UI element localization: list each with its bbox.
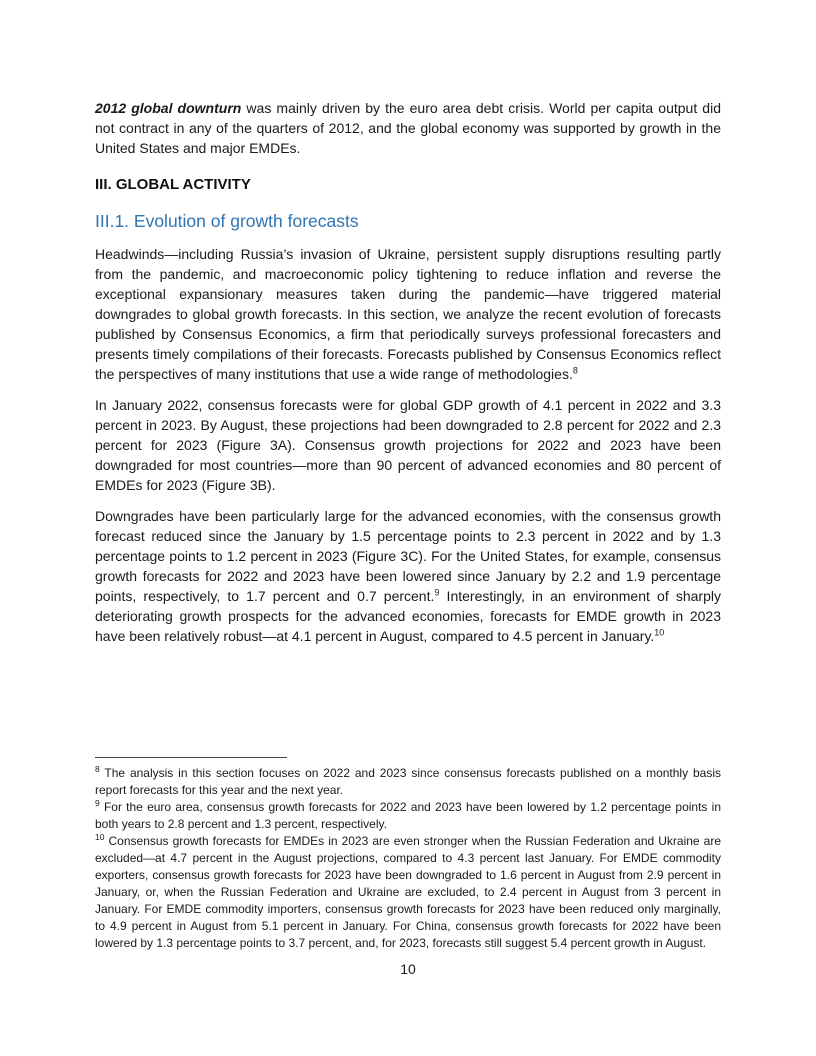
- footnote-reference: 8: [572, 365, 578, 376]
- footnote: [95, 765, 721, 799]
- section-heading: III. GLOBAL ACTIVITY: [95, 176, 251, 193]
- paragraph-text: Downgrades have been particularly large for the advanced economies, with the consensus growth forecast reduced since the January by 1.5 percentage points to 2.3 percent in 2022 and by 1.3 percentage points to 1.2 percent in 2023 (Figure 3C). For the United States, for example, consensus growth forecasts for 2022 and 2023 have been lowered since January by 2.2 and 1.9 percentage points, respectively, to 1.7 percent and 0.7 percent.: [95, 508, 721, 604]
- footnote-marker: 9: [95, 798, 100, 808]
- footnote-text: The analysis in this section focuses on 2022 and 2023 since consensus forecasts published on a monthly basis report forecasts for this year and the next year.: [95, 766, 721, 797]
- subsection-heading: III.1. Evolution of growth forecasts: [95, 211, 359, 231]
- paragraph-lead-phrase: 2012 global downturn: [95, 100, 242, 116]
- body-paragraphs: [95, 244, 721, 646]
- footnote: [95, 799, 721, 833]
- intro-paragraph: [95, 98, 721, 158]
- paragraph-text: was mainly driven by the euro area debt crisis. World per capita output did not contract in any of the quarters of 2012, and the global economy was supported by growth in the United States and major EMDEs.: [95, 100, 721, 156]
- footnote-reference: 9: [434, 587, 440, 598]
- footnote-marker: 8: [95, 764, 100, 774]
- footnote-marker: 10: [95, 832, 105, 842]
- paragraph-text: Interestingly, in an environment of sharply deteriorating growth prospects for the advanced economies, forecasts for EMDE growth in 2023 have been relatively robust—at 4.1 percent in August, compared to 4.5 percent in January.: [95, 588, 721, 644]
- footnote-text: Consensus growth forecasts for EMDEs in 2023 are even stronger when the Russian Federation and Ukraine are excluded—at 4.7 percent in the August projections, compared to 4.3 percent last January. For EMDE commodity exporters, consensus growth forecasts for 2023 have been downgraded to 1.6 percent in August from 2.9 percent in January, or, when the Russian Federation and Ukraine are excluded, to 2.4 percent in August from 3 percent in January. For EMDE commodity importers, consensus growth forecasts for 2023 have been reduced only marginally, to 4.9 percent in August from 5.1 percent in January. For China, consensus growth forecasts for 2022 have been lowered by 1.3 percentage points to 3.7 percent, and, for 2023, forecasts still suggest 5.4 percent growth in August.: [95, 834, 721, 950]
- body-paragraph: [95, 506, 721, 646]
- paragraph-text: Headwinds—including Russia’s invasion of Ukraine, persistent supply disruptions resulting partly from the pandemic, and macroeconomic policy tightening to reduce inflation and reverse the exceptional expansionary measures taken during the pandemic—have triggered material downgrades to global growth forecasts. In this section, we analyze the recent evolution of forecasts published by Consensus Economics, a firm that periodically surveys professional forecasters and presents timely compilations of their forecasts. Forecasts published by Consensus Economics reflect the perspectives of many institutions that use a wide range of methodologies.: [95, 246, 721, 382]
- footnotes-section: [95, 765, 721, 952]
- body-paragraph: [95, 244, 721, 384]
- footnote: [95, 833, 721, 952]
- page-number: 10: [400, 961, 416, 977]
- body-paragraph: [95, 395, 721, 495]
- footnote-text: For the euro area, consensus growth forecasts for 2022 and 2023 have been lowered by 1.2 percentage points in both years to 2.8 percent and 1.3 percent, respectively.: [95, 800, 721, 831]
- page-footer: [95, 757, 721, 978]
- paragraph-text: In January 2022, consensus forecasts were for global GDP growth of 4.1 percent in 2022 and 3.3 percent in 2023. By August, these projections had been downgraded to 2.8 percent for 2022 and 2.3 percent for 2023 (Figure 3A). Consensus growth projections for 2022 and 2023 have been downgraded for most countries—more than 90 percent of advanced economies and 80 percent of EMDEs for 2023 (Figure 3B).: [95, 397, 721, 493]
- footnote-reference: 10: [654, 627, 665, 638]
- footnote-separator: [95, 757, 287, 758]
